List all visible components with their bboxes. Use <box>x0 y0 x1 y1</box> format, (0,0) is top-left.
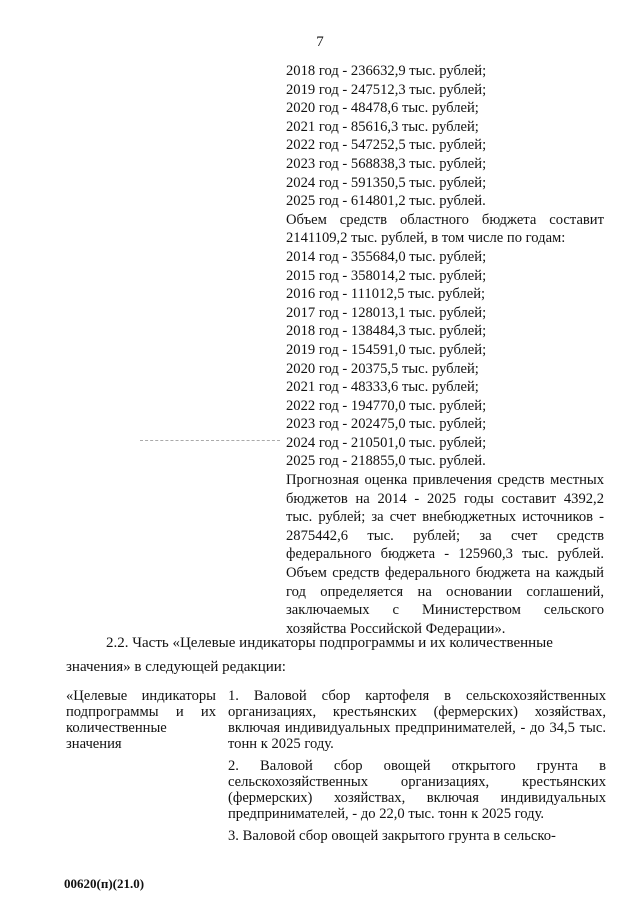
forecast-paragraph: Прогнозная оценка привлечения средств местных бюджетов на 2014 - 2025 годы составит 4392,2 тыс. рублей; за счет внебюджетных источников - 2875442,6 тыс. рублей; за счет средств федерального бюджета - 125960,3 тыс. рублей. Объем средств федерального бюджета на каждый год определяется на основании соглашений, заключаемых с Министерством сельского хозяйства Российской Федерации». <box>286 472 604 637</box>
amount-line: 2024 год - 591350,5 тыс. рублей; <box>286 174 487 191</box>
regional-amount-line: 2019 год - 154591,0 тыс. рублей; <box>286 341 487 358</box>
regional-amount-line: 2016 год - 111012,5 тыс. рублей; <box>286 286 486 303</box>
regional-amount-line: 2015 год - 358014,2 тыс. рублей; <box>286 267 487 284</box>
amount-line: 2025 год - 614801,2 тыс. рублей. <box>286 193 486 210</box>
section-heading-line2: значения» в следующей редакции: <box>66 659 286 675</box>
amounts-part1-list <box>286 62 604 638</box>
regional-amount-line: 2021 год - 48333,6 тыс. рублей; <box>286 379 479 396</box>
regional-amount-line: 2025 год - 218855,0 тыс. рублей. <box>286 453 486 470</box>
amount-line: 2022 год - 547252,5 тыс. рублей; <box>286 137 487 154</box>
amount-line: 2021 год - 85616,3 тыс. рублей; <box>286 118 479 135</box>
regional-amount-line: 2020 год - 20375,5 тыс. рублей; <box>286 360 479 377</box>
section-heading-line1: 2.2. Часть «Целевые индикаторы подпрограммы и их количественные <box>106 635 553 651</box>
document-code: 00620(п)(21.0) <box>64 876 145 891</box>
indicators-table-label: «Целевые индикаторы подпрограммы и их количественные значения <box>66 688 216 752</box>
regional-amount-line: 2017 год - 128013,1 тыс. рублей; <box>286 304 487 321</box>
indicators-list <box>228 688 606 850</box>
regional-amount-line: 2024 год - 210501,0 тыс. рублей; <box>286 434 487 451</box>
amount-line: 2020 год - 48478,6 тыс. рублей; <box>286 100 479 117</box>
regional-amount-line: 2014 год - 355684,0 тыс. рублей; <box>286 248 487 265</box>
regional-amount-line: 2022 год - 194770,0 тыс. рублей; <box>286 397 487 414</box>
regional-amount-line: 2023 год - 202475,0 тыс. рублей; <box>286 416 487 433</box>
regional-amount-line: 2018 год - 138484,3 тыс. рублей; <box>286 323 487 340</box>
amount-line: 2023 год - 568838,3 тыс. рублей; <box>286 155 487 172</box>
scan-artifact-line <box>140 440 280 441</box>
indicator-item: 3. Валовой сбор овощей закрытого грунта в сельско- <box>228 828 556 844</box>
page-number: 7 <box>316 34 324 50</box>
amount-line: 2019 год - 247512,3 тыс. рублей; <box>286 81 487 98</box>
indicator-item: 2. Валовой сбор овощей открытого грунта в сельскохозяйственных организациях, крестьянских (фермерских) хозяйствах, включая индивидуальных предпринимателей, - до 22,0 тыс. тонн к 2025 году. <box>228 758 606 822</box>
regional-budget-intro: Объем средств областного бюджета составит 2141109,2 тыс. рублей, в том числе по годам: <box>286 211 604 247</box>
amount-line: 2018 год - 236632,9 тыс. рублей; <box>286 63 487 79</box>
indicator-item: 1. Валовой сбор картофеля в сельскохозяйственных организациях, крестьянских (фермерских) хозяйствах, включая индивидуальных предпринимателей, - до 34,5 тыс. тонн к 2025 году. <box>228 688 606 752</box>
